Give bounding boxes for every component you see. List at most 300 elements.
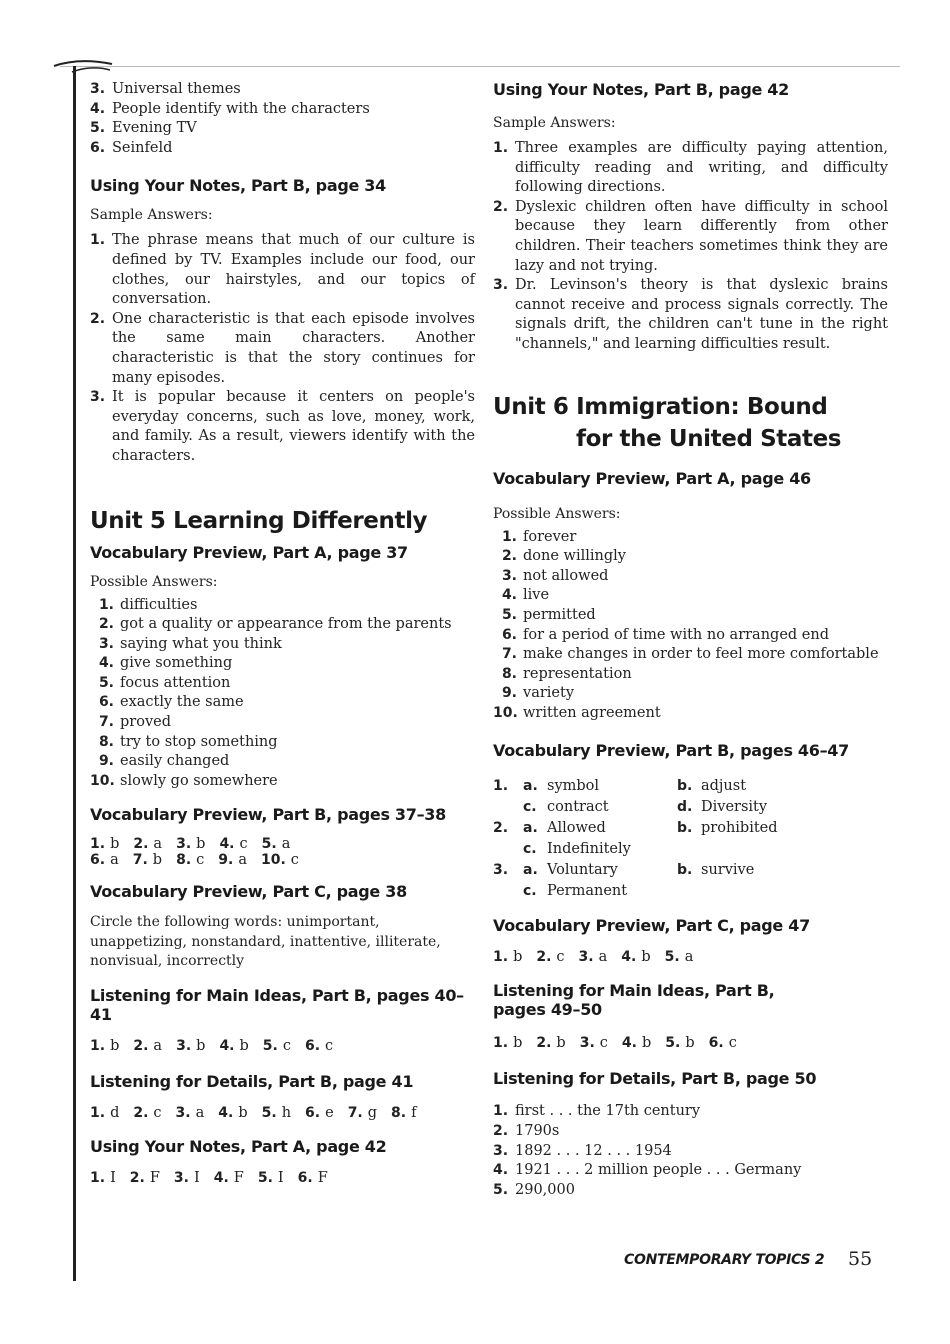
answers-label: Possible Answers:	[90, 573, 218, 590]
answer-row	[493, 949, 888, 965]
section-heading: Vocabulary Preview, Part B, pages 46–47	[493, 741, 849, 761]
answer-value: a	[684, 949, 694, 966]
answer-value: e	[325, 1104, 334, 1121]
item-number: 7.	[98, 714, 114, 731]
item-text: variety	[523, 685, 575, 702]
item-text: live	[523, 587, 550, 604]
answer-value: F	[149, 1169, 160, 1186]
answer-item	[263, 1038, 291, 1054]
option-letter: d.	[677, 799, 693, 816]
item-number: 3.	[90, 81, 106, 97]
instruction-text: Circle the following words: unimportant, unappetizing, nonstandard, inattentive, illiterate, nonvisual, incorrectly	[90, 914, 441, 970]
answer-item	[665, 949, 694, 965]
answer-number: 6.	[305, 1104, 321, 1121]
item-number: 4.	[501, 587, 517, 604]
answer-value: b	[196, 1037, 206, 1054]
answer-item	[174, 1170, 200, 1186]
item-number: 4.	[98, 655, 114, 672]
option-answer: adjust	[701, 778, 747, 795]
item-number: 9.	[501, 685, 517, 702]
item-text: The phrase means that much of our culture is defined by TV. Examples include our food, our clothes, our hairstyles, and our topics of conversation.	[112, 232, 475, 308]
answer-item	[176, 1105, 205, 1121]
item-text: done willingly	[523, 548, 626, 565]
answers-label: Sample Answers:	[90, 207, 213, 224]
vocab-answers-list	[90, 596, 475, 792]
option-answer	[701, 839, 888, 860]
item-text: Evening TV	[112, 120, 197, 137]
item-text: slowly go somewhere	[120, 772, 278, 789]
option-answer: Indefinitely	[547, 841, 631, 858]
item-number: 7.	[501, 646, 517, 663]
answer-item	[622, 1035, 651, 1051]
item-number: 1.	[90, 232, 106, 249]
answer-value: I	[193, 1169, 200, 1186]
answer-item	[262, 1105, 291, 1121]
section-heading: Vocabulary Preview, Part B, pages 37–38	[90, 805, 446, 825]
answer-item	[536, 1035, 565, 1051]
answer-value: b	[641, 949, 651, 966]
section-heading: Vocabulary Preview, Part C, page 47	[493, 916, 810, 936]
list-item	[90, 310, 475, 388]
item-text: 1892 . . . 12 . . . 1954	[515, 1142, 672, 1159]
section-heading: Listening for Details, Part B, page 41	[90, 1071, 414, 1091]
list-item	[90, 713, 475, 733]
item-number: 6.	[90, 139, 106, 156]
item-text: difficulties	[120, 596, 198, 613]
item-number: 3.	[493, 1142, 509, 1159]
answer-number: 5.	[257, 1169, 273, 1186]
list-item	[90, 119, 475, 139]
list-item	[90, 80, 475, 100]
answer-item	[90, 852, 119, 868]
answer-value: c	[728, 1035, 737, 1052]
item-number: 2.	[501, 548, 517, 565]
answer-number: 2.	[129, 1169, 145, 1186]
answer-item	[218, 852, 247, 868]
answer-value: a	[281, 836, 291, 853]
answer-value: b	[641, 1035, 652, 1052]
item-number: 8.	[98, 733, 114, 750]
answer-value: c	[239, 836, 248, 853]
answer-number: 7.	[132, 852, 148, 869]
answer-number: 1.	[90, 1037, 106, 1054]
list-item	[493, 704, 888, 724]
answer-number: 1.	[493, 1035, 509, 1052]
option-letter: c.	[523, 883, 537, 900]
item-text: proved	[120, 714, 171, 731]
answer-value: d	[110, 1104, 120, 1121]
answer-item	[305, 1105, 334, 1121]
answer-value: c	[153, 1104, 162, 1121]
answer-value: c	[556, 949, 565, 966]
item-number: 5.	[90, 120, 106, 137]
list-item	[493, 606, 888, 626]
item-text: focus attention	[120, 674, 231, 691]
answer-number: 2.	[133, 836, 149, 853]
answer-item	[298, 1170, 328, 1186]
list-item	[493, 1122, 888, 1142]
answer-number: 9.	[218, 852, 234, 869]
answers-label: Possible Answers:	[493, 505, 621, 522]
answer-number: 4.	[219, 836, 235, 853]
answer-number: 1.	[90, 1169, 106, 1186]
answer-number: 6.	[90, 852, 106, 869]
answer-value: a	[195, 1104, 205, 1121]
answer-value: b	[556, 1035, 566, 1052]
item-number: 1.	[501, 528, 517, 545]
answer-number: 5.	[261, 836, 277, 853]
list-item	[90, 231, 475, 309]
list-item	[90, 388, 475, 466]
unit-title-line1: Unit 6 Immigration: Bound	[493, 393, 828, 420]
answer-number: 5.	[262, 1037, 278, 1054]
answer-item	[621, 949, 650, 965]
list-item	[493, 665, 888, 685]
vocab-answers-list	[493, 528, 888, 724]
answer-item	[391, 1105, 416, 1121]
list-item	[493, 1142, 888, 1162]
answer-item	[133, 836, 162, 852]
answer-number: 4.	[219, 1037, 235, 1054]
answer-value: I	[110, 1169, 116, 1186]
page-number: 55	[848, 1248, 873, 1270]
question-number: 2.	[493, 820, 509, 837]
list-item	[493, 276, 888, 354]
option-letter: a.	[523, 820, 538, 837]
item-number: 2.	[493, 198, 509, 215]
answer-item	[219, 1038, 248, 1054]
item-number: 6.	[98, 694, 114, 711]
item-text: not allowed	[523, 567, 609, 584]
list-item	[90, 615, 475, 635]
answer-item	[219, 836, 247, 852]
item-text: Seinfeld	[112, 139, 173, 156]
item-text: Dr. Levinson's theory is that dyslexic brains cannot receive and process signals correctly. The signals drift, the children can't tune in the right "channels," and learning difficulties result.	[515, 277, 888, 352]
item-number: 1.	[98, 596, 114, 613]
list-item	[493, 645, 888, 665]
answer-item	[348, 1105, 377, 1121]
section-heading: Using Your Notes, Part B, page 34	[90, 176, 386, 196]
answer-number: 6.	[708, 1035, 724, 1052]
answer-number: 2.	[536, 1035, 552, 1052]
item-number: 3.	[501, 567, 517, 584]
answer-number: 2.	[536, 949, 552, 966]
page-left-rule	[73, 66, 76, 1281]
item-number: 3.	[493, 277, 509, 294]
answer-value: a	[238, 852, 247, 869]
item-number: 10.	[493, 704, 518, 721]
left-column	[90, 80, 475, 1186]
item-number: 3.	[90, 389, 106, 406]
list-item	[90, 139, 475, 159]
list-item	[90, 674, 475, 694]
item-number: 1.	[493, 140, 509, 156]
list-item	[493, 198, 888, 276]
answer-item	[665, 1035, 694, 1051]
answer-item	[305, 1038, 333, 1054]
list-item	[90, 654, 475, 674]
answer-item	[262, 836, 291, 852]
item-text: got a quality or appearance from the parents	[120, 616, 452, 633]
answer-item	[580, 1035, 608, 1051]
answer-number: 3.	[579, 1035, 595, 1052]
answer-number: 5.	[665, 1035, 681, 1052]
answer-number: 3.	[176, 1037, 192, 1054]
answer-item	[133, 852, 162, 868]
item-number: 1.	[493, 1103, 509, 1120]
list-item	[493, 626, 888, 646]
item-text: first . . . the 17th century	[515, 1103, 701, 1120]
list-item	[90, 596, 475, 616]
answer-value: b	[110, 836, 120, 853]
answer-value: b	[110, 1037, 120, 1054]
item-number: 9.	[98, 753, 114, 770]
option-letter	[677, 881, 701, 902]
item-text: try to stop something	[120, 733, 278, 750]
section-heading: Vocabulary Preview, Part A, page 37	[90, 542, 408, 562]
answer-row	[90, 852, 475, 868]
item-text: Dyslexic children often have difficulty in school because they learn differently from other children. Their teachers sometimes think they are lazy and not trying.	[515, 198, 888, 274]
answer-number: 6.	[297, 1169, 313, 1186]
answer-number: 2.	[133, 1037, 149, 1054]
list-item	[493, 1181, 888, 1201]
question-number: 3.	[493, 862, 509, 879]
item-text: exactly the same	[120, 694, 244, 711]
item-number: 10.	[90, 772, 115, 789]
answer-number: 4.	[218, 1104, 234, 1121]
item-text: 290,000	[515, 1181, 575, 1198]
item-number: 5.	[98, 674, 114, 691]
answer-value: h	[281, 1104, 292, 1121]
answer-number: 2.	[133, 1104, 149, 1121]
item-number: 2.	[90, 310, 106, 327]
item-text: forever	[523, 528, 577, 545]
answer-value: a	[153, 836, 163, 853]
answer-value: a	[598, 949, 608, 966]
list-item	[90, 635, 475, 655]
answer-item	[176, 836, 205, 852]
answer-number: 8.	[176, 852, 192, 869]
answer-number: 3.	[578, 949, 594, 966]
unit-title: Unit 5 Learning Differently	[90, 507, 428, 534]
answer-value: F	[317, 1169, 328, 1186]
list-item	[90, 733, 475, 753]
item-number: 4.	[493, 1162, 509, 1179]
answer-number: 6.	[304, 1037, 321, 1054]
list-item	[493, 139, 888, 198]
answer-number: 3.	[176, 836, 192, 853]
answer-number: 3.	[173, 1169, 189, 1186]
answer-number: 1.	[493, 949, 509, 966]
answer-number: 5.	[664, 949, 680, 966]
list-item	[90, 693, 475, 713]
answer-value: b	[513, 949, 523, 966]
answer-item	[493, 949, 522, 965]
item-text: It is popular because it centers on people's everyday concerns, such as love, money, work, and family. As a result, viewers identify with the characters.	[112, 389, 475, 464]
section-heading: Listening for Details, Part B, page 50	[493, 1069, 817, 1089]
answer-item	[579, 949, 608, 965]
option-letter: c.	[523, 799, 537, 816]
option-letter: c.	[523, 841, 537, 858]
page-top-rule	[60, 66, 900, 67]
answer-row	[90, 1105, 475, 1121]
list-item	[493, 586, 888, 606]
answer-number: 5.	[261, 1104, 277, 1121]
answer-number: 7.	[347, 1104, 363, 1121]
answer-number: 8.	[391, 1104, 407, 1121]
vocab-answer-grid	[493, 776, 888, 902]
item-number: 5.	[493, 1181, 509, 1198]
list-item	[493, 1161, 888, 1181]
list-item	[493, 684, 888, 704]
list-item	[493, 567, 888, 587]
answer-item	[261, 852, 299, 868]
answer-value: c	[290, 852, 299, 869]
question-number: 1.	[493, 778, 509, 795]
answer-item	[90, 1038, 119, 1054]
section-heading: Using Your Notes, Part A, page 42	[90, 1136, 387, 1156]
option-letter: a.	[523, 862, 538, 879]
answer-number: 4.	[621, 949, 637, 966]
answer-value: g	[367, 1104, 378, 1121]
answer-number: 4.	[621, 1035, 637, 1052]
sample-answers-list	[493, 139, 888, 355]
answer-item	[133, 1038, 162, 1054]
item-text: for a period of time with no arranged end	[523, 626, 830, 643]
answer-number: 10.	[260, 852, 286, 869]
option-answer	[701, 881, 888, 902]
answer-item	[133, 1105, 161, 1121]
answer-item	[709, 1035, 737, 1051]
answer-item	[90, 1170, 116, 1186]
section-heading-line2: pages 49–50	[493, 1000, 602, 1020]
answer-item	[218, 1105, 247, 1121]
answer-item	[90, 1105, 119, 1121]
answer-value: c	[196, 852, 205, 869]
answer-item	[493, 1035, 522, 1051]
list-item	[90, 752, 475, 772]
answer-item	[536, 949, 564, 965]
answer-row	[493, 1035, 888, 1051]
item-text: representation	[523, 665, 632, 682]
item-text: written agreement	[523, 704, 661, 721]
answer-number: 1.	[90, 836, 106, 853]
list-item	[493, 1102, 888, 1122]
list-item	[493, 528, 888, 548]
answer-value: c	[599, 1035, 608, 1052]
option-letter: a.	[523, 778, 538, 795]
answers-label: Sample Answers:	[493, 115, 616, 131]
sample-answers-list	[90, 231, 475, 466]
answer-item	[176, 852, 204, 868]
section-heading: Listening for Main Ideas, Part B, pages 40–41	[90, 985, 464, 1024]
question-number	[493, 839, 523, 860]
answer-row	[90, 1038, 475, 1054]
item-number: 3.	[98, 635, 114, 652]
answer-value: b	[152, 852, 163, 869]
item-text: give something	[120, 655, 233, 672]
item-text: One characteristic is that each episode involves the same main characters. Another characteristic is that the story continues for many episodes.	[112, 310, 475, 386]
item-text: Three examples are difficulty paying attention, difficulty reading and writing, and difficulty following directions.	[515, 140, 888, 196]
list-item	[90, 772, 475, 792]
answer-item	[176, 1038, 205, 1054]
option-answer: contract	[547, 799, 609, 816]
item-number: 5.	[501, 606, 517, 623]
answer-number: 1.	[90, 1104, 106, 1121]
item-text: make changes in order to feel more comfortable	[523, 646, 879, 663]
answer-item	[130, 1170, 160, 1186]
answer-value: F	[233, 1169, 244, 1186]
continued-answer-list	[90, 80, 475, 158]
answer-value: I	[277, 1169, 284, 1186]
item-text: 1921 . . . 2 million people . . . Germany	[515, 1162, 802, 1179]
answer-item	[258, 1170, 284, 1186]
section-heading: Vocabulary Preview, Part A, page 46	[493, 468, 811, 488]
section-heading: Vocabulary Preview, Part C, page 38	[90, 882, 407, 902]
option-letter: b.	[677, 820, 693, 837]
item-number: 8.	[501, 665, 517, 682]
answer-value: c	[325, 1037, 334, 1054]
answer-row	[90, 836, 475, 852]
answer-value: a	[110, 852, 119, 869]
option-answer: Diversity	[701, 799, 768, 816]
details-answers-list	[493, 1102, 888, 1200]
item-text: Universal themes	[112, 81, 241, 97]
option-answer: Allowed	[547, 820, 606, 837]
answer-item	[90, 836, 119, 852]
option-answer: symbol	[547, 778, 600, 795]
answer-value: b	[239, 1037, 249, 1054]
option-letter: b.	[677, 862, 693, 879]
option-answer: prohibited	[701, 820, 778, 837]
item-number: 4.	[90, 100, 106, 117]
section-heading: Using Your Notes, Part B, page 42	[493, 80, 789, 99]
item-number: 2.	[98, 616, 114, 633]
answer-number: 3.	[175, 1104, 191, 1121]
option-answer: Permanent	[547, 883, 628, 900]
list-item	[90, 100, 475, 120]
item-text: permitted	[523, 606, 596, 623]
item-text: 1790s	[515, 1123, 560, 1140]
answer-item	[214, 1170, 244, 1186]
answer-value: b	[685, 1035, 695, 1052]
option-letter: b.	[677, 778, 693, 795]
answer-value: b	[238, 1104, 248, 1121]
unit-title-line2: for the United States	[576, 425, 842, 452]
answer-value: f	[411, 1104, 417, 1121]
option-answer: survive	[701, 862, 755, 879]
right-column	[493, 80, 888, 1200]
option-letter	[677, 839, 701, 860]
answer-value: a	[153, 1037, 163, 1054]
answer-value: c	[282, 1037, 291, 1054]
item-number: 2.	[493, 1123, 509, 1140]
answer-number: 4.	[213, 1169, 229, 1186]
book-title: CONTEMPORARY TOPICS 2	[624, 1252, 825, 1268]
question-number	[493, 797, 523, 818]
list-item	[493, 547, 888, 567]
section-heading-line1: Listening for Main Ideas, Part B,	[493, 981, 775, 1001]
answer-value: b	[196, 836, 206, 853]
item-text: saying what you think	[120, 635, 282, 652]
answer-value: b	[513, 1035, 523, 1052]
item-number: 6.	[501, 626, 517, 643]
item-text: People identify with the characters	[112, 100, 370, 117]
option-answer: Voluntary	[547, 862, 618, 879]
item-text: easily changed	[120, 753, 230, 770]
answer-row	[90, 1170, 475, 1186]
question-number	[493, 881, 523, 902]
